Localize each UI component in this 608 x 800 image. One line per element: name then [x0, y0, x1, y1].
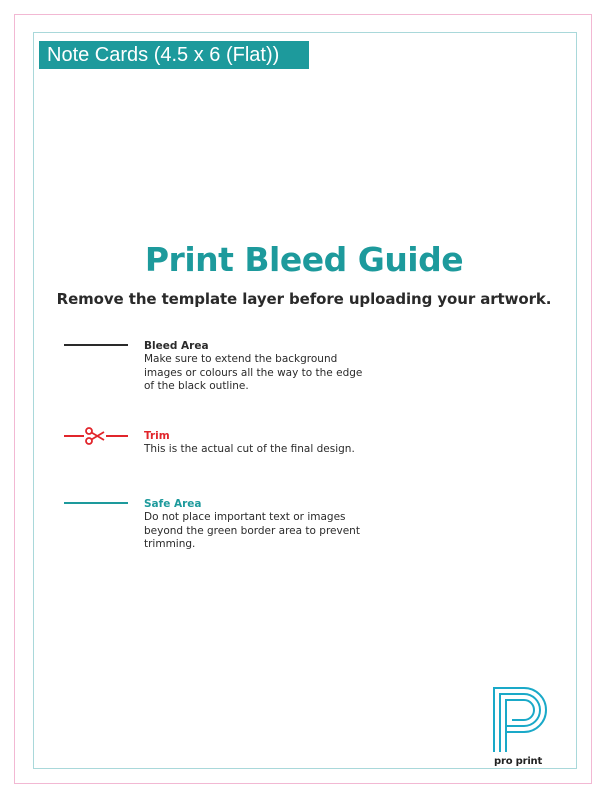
- page-subtitle: Remove the template layer before uploading your artwork.: [56, 290, 552, 308]
- bleed-legend: [144, 340, 374, 394]
- page-title: Print Bleed Guide: [144, 240, 464, 279]
- safe-guide-border: [33, 32, 577, 769]
- logo-wordmark: pro print: [494, 756, 543, 767]
- product-badge: Note Cards (4.5 x 6 (Flat)): [39, 41, 309, 69]
- bleed-heading: Bleed Area: [144, 340, 209, 352]
- scissors-icon: [84, 427, 106, 445]
- trim-legend: [144, 430, 374, 457]
- safe-heading: Safe Area: [144, 498, 202, 510]
- trim-description: This is the actual cut of the final design.: [144, 443, 355, 455]
- safe-line-sample: [64, 502, 128, 504]
- trim-heading: Trim: [144, 430, 170, 442]
- safe-description: Do not place important text or images beyond the green border area to prevent trimming.: [144, 511, 360, 550]
- safe-legend: [144, 498, 374, 552]
- bleed-description: Make sure to extend the background images or colours all the way to the edge of the black outline.: [144, 353, 363, 392]
- bleed-line-sample: [64, 344, 128, 346]
